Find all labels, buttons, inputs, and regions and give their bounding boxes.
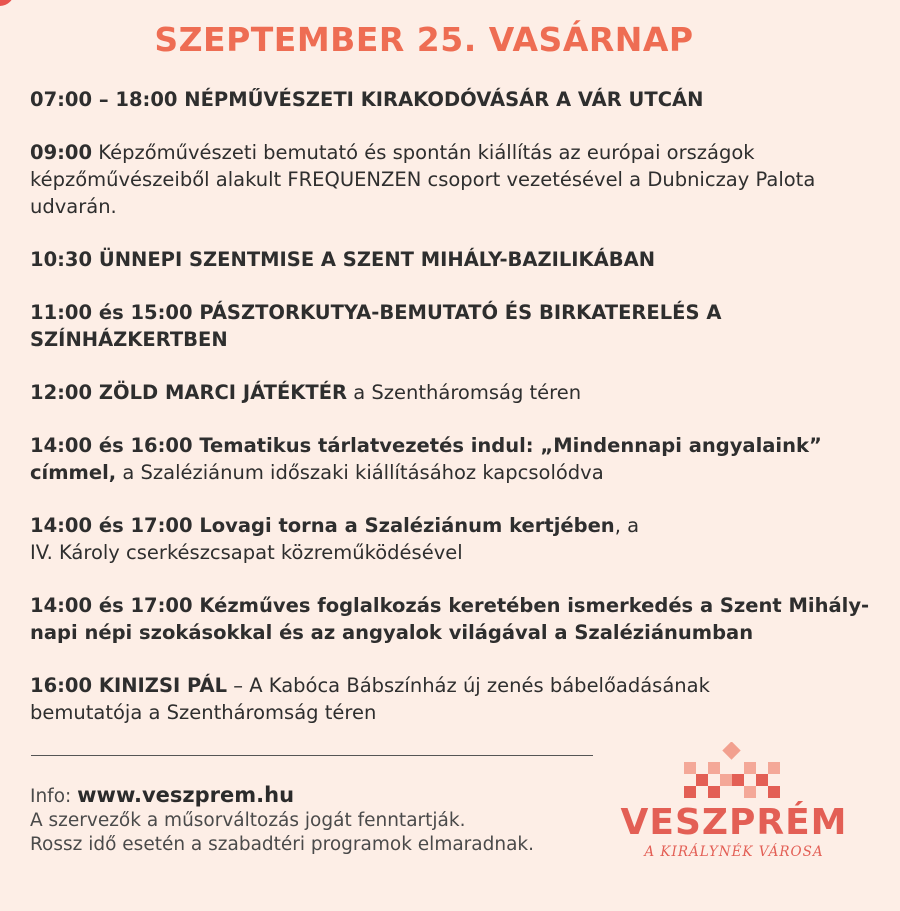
- logo-tagline: A KIRÁLYNÉK VÁROSA: [644, 844, 824, 860]
- event-text: a Szentháromság téren: [347, 381, 582, 404]
- event-item: [30, 432, 850, 486]
- event-text: Képzőművészeti bemutató és spontán kiállítás az európai országok képzőművészeiből alakult FREQUENZEN csoport vezetésével a Dubniczay Palota udvarán.: [30, 141, 816, 218]
- event-list: [30, 86, 880, 752]
- info-line: [30, 783, 534, 809]
- footer-note: A szervezők a műsorváltozás jogát fenntartják.: [30, 810, 466, 831]
- info-label: Info:: [30, 786, 78, 807]
- event-bold: 10:30 ÜNNEPI SZENTMISE A SZENT MIHÁLY-BAZILIKÁBAN: [30, 248, 656, 271]
- event-text: , a IV. Károly cserkészcsapat közreműködésével: [30, 514, 640, 564]
- event-bold: 14:00 és 17:00 Kézműves foglalkozás keretében ismerkedés a Szent Mihály-napi népi szokásokkal és az angyalok világával a Szaléziánumban: [30, 594, 870, 644]
- event-item: [30, 139, 820, 220]
- event-bold: 16:00 KINIZSI PÁL: [30, 674, 228, 697]
- event-text: a Szaléziánum időszaki kiállításához kapcsolódva: [116, 461, 604, 484]
- crown-checker-icon: [682, 742, 786, 798]
- event-bold: 11:00 és 15:00 PÁSZTORKUTYA-BEMUTATÓ ÉS BIRKATERELÉS A SZÍNHÁZKERTBEN: [30, 301, 722, 351]
- divider: [31, 755, 593, 756]
- event-bold: 09:00: [30, 141, 93, 164]
- event-text: – A Kabóca Bábszínház új zenés bábelőadásának bemutatója a Szentháromság téren: [30, 674, 710, 724]
- event-item: [30, 592, 880, 646]
- event-item: [30, 86, 880, 113]
- footer-info: [30, 783, 534, 857]
- event-bold: 07:00 – 18:00 NÉPMŰVÉSZETI KIRAKODÓVÁSÁR A VÁR UTCÁN: [30, 88, 704, 111]
- veszprem-logo: [616, 742, 852, 862]
- logo-wordmark: VESZPRÉM: [620, 802, 848, 843]
- website-link[interactable]: www.veszprem.hu: [77, 783, 295, 807]
- event-item: [30, 246, 880, 273]
- corner-decoration: [0, 0, 14, 6]
- event-item: [30, 512, 650, 566]
- event-bold: 14:00 és 16:00 Tematikus tárlatvezetés indul: „Mindennapi angyalaink” címmel,: [30, 434, 822, 484]
- event-item: [30, 379, 880, 406]
- event-item: [30, 672, 810, 726]
- page-title: SZEPTEMBER 25. VASÁRNAP: [154, 20, 694, 59]
- footer-note: Rossz idő esetén a szabadtéri programok elmaradnak.: [30, 834, 535, 855]
- event-bold: 12:00 ZÖLD MARCI JÁTÉKTÉR: [30, 381, 348, 404]
- event-item: [30, 299, 730, 353]
- event-bold: 14:00 és 17:00 Lovagi torna a Szaléziánum kertjében: [30, 514, 615, 537]
